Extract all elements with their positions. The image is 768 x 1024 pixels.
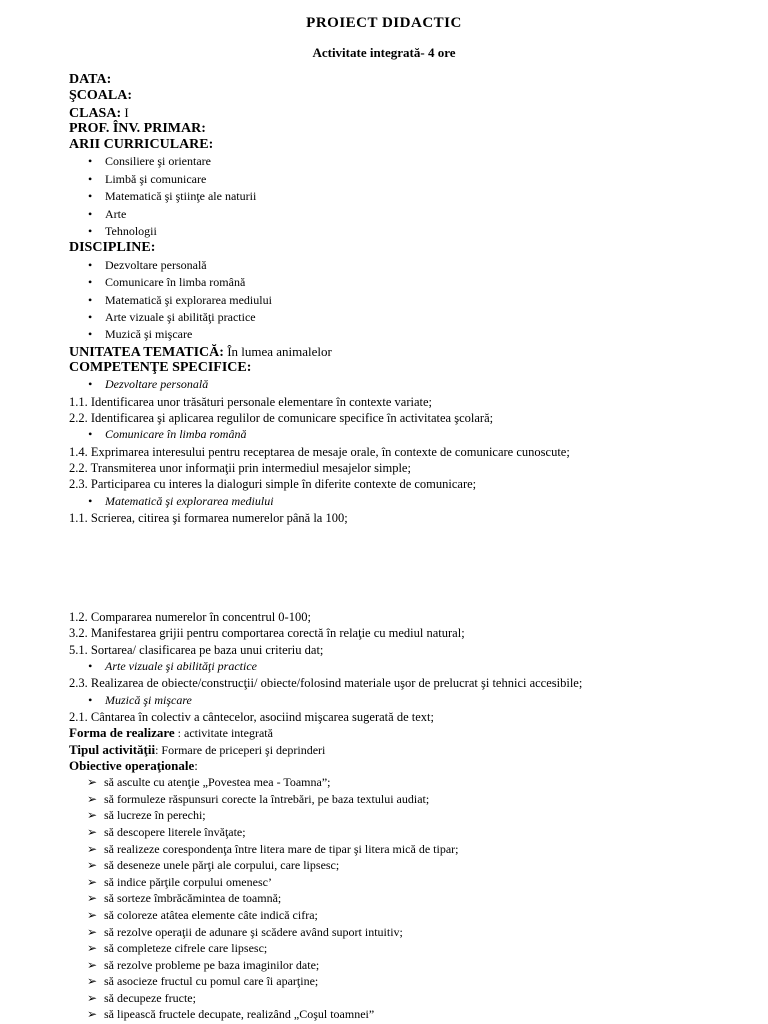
arrow-icon: ➢ (87, 775, 98, 790)
arrow-icon: ➢ (87, 824, 98, 839)
list-item: • Tehnologii (69, 223, 729, 240)
list-item: • Dezvoltare personală (69, 257, 729, 274)
obiective-list (69, 774, 729, 1023)
list-item: ➢ să formuleze răspunsuri corecte la întrebări, pe baza textului audiat; (87, 791, 430, 806)
list-item: • Comunicare în limba română (69, 274, 729, 291)
arrow-icon: ➢ (87, 891, 98, 906)
discipline-list (69, 257, 729, 344)
forma-label: Forma de realizare (69, 725, 175, 741)
tipul-label: Tipul activităţii (69, 741, 156, 757)
arrow-icon: ➢ (87, 841, 98, 856)
list-item: ➢ să asocieze fructul cu pomul care îi aparţine; (87, 974, 319, 989)
field-prof: PROF. ÎNV. PRIMAR: (69, 120, 206, 136)
list-item: • Matematică şi explorarea mediului (69, 292, 729, 309)
list-item: ➢ să coloreze atâtea elemente câte indică cifra; (87, 907, 318, 922)
list-item: ➢ să realizeze corespondenţa între litera mare de tipar şi litera mică de tipar; (87, 841, 459, 856)
unitate-value: În lumea animalelor (223, 343, 332, 359)
field-clasa (69, 105, 729, 121)
list-item: • Limbă şi comunicare (69, 171, 729, 188)
arrow-icon: ➢ (87, 907, 98, 922)
tipul-value: : Formare de priceperi şi deprinderi (155, 742, 326, 757)
list-item: ➢ să indice părţile corpului omenesc’ (87, 874, 272, 889)
competenta-item: 5.1. Sortarea/ clasificarea pe baza unui criteriu dat; (69, 642, 324, 657)
list-item: • Arte (69, 206, 729, 223)
list-item: ➢ să sorteze îmbrăcămintea de toamnă; (87, 891, 282, 906)
forma-value: : activitate integrată (174, 726, 273, 741)
field-scoala: ŞCOALA: (69, 88, 133, 104)
list-item: ➢ să descopere literele învăţate; (87, 824, 246, 839)
list-item: ➢ să lucreze în perechi; (87, 808, 206, 823)
arrow-icon: ➢ (87, 858, 98, 873)
competenta-disciplina: • Comunicare în limba română (69, 426, 729, 443)
competenta-item: 2.3. Realizarea de obiecte/construcţii/ obiecte/folosind materiale uşor de prelucrat şi tehnici accesibile; (69, 676, 583, 691)
list-item: ➢ să asculte cu atenţie „Povestea mea - Toamna”; (87, 775, 331, 790)
arrow-icon: ➢ (87, 791, 98, 806)
list-item: • Matematică şi ştiinţe ale naturii (69, 188, 729, 205)
arrow-icon: ➢ (87, 990, 98, 1005)
list-item: ➢ să completeze cifrele care lipsesc; (87, 941, 268, 956)
document-title: PROIECT DIDACTIC (306, 15, 462, 31)
arrow-icon: ➢ (87, 808, 98, 823)
obiective-colon: : (194, 757, 198, 773)
competenta-disciplina: • Dezvoltare personală (69, 376, 729, 393)
competenta-item: 1.4. Exprimarea interesului pentru receptarea de mesaje orale, în contexte de comunicare cunoscute; (69, 444, 570, 459)
arii-heading: ARII CURRICULARE: (69, 137, 214, 153)
list-item: ➢ să lipească fructele decupate, realizând „Coşul toamnei” (87, 1007, 375, 1022)
competenta-item: 2.2. Identificarea şi aplicarea regulilor de comunicare specifice în activitatea şcolară; (69, 410, 494, 425)
arrow-icon: ➢ (87, 924, 98, 939)
competenta-disciplina: • Arte vizuale şi abilităţi practice (69, 658, 729, 675)
list-item: ➢ să decupeze fructe; (87, 990, 196, 1005)
competenta-disciplina: • Muzică şi mişcare (69, 692, 729, 709)
competenta-item: 3.2. Manifestarea grijii pentru comportarea corectă în relaţie cu mediul natural; (69, 626, 465, 641)
list-item: • Arte vizuale şi abilităţi practice (69, 309, 729, 326)
obiective-label: Obiective operaţionale (69, 757, 195, 773)
list-item: ➢ să rezolve probleme pe baza imaginilor date; (87, 957, 320, 972)
competenta-item: 1.2. Compararea numerelor în concentrul 0-100; (69, 610, 311, 624)
field-clasa-value: I (121, 104, 129, 120)
arrow-icon: ➢ (87, 874, 98, 889)
tipul-activitatii (69, 742, 729, 758)
competente-heading: COMPETENŢE SPECIFICE: (69, 359, 252, 375)
arrow-icon: ➢ (87, 941, 98, 956)
list-item: • Consiliere şi orientare (69, 153, 729, 170)
field-data: DATA: (69, 72, 112, 87)
header-section (69, 72, 729, 526)
forma-realizare (69, 725, 729, 741)
arrow-icon: ➢ (87, 1007, 98, 1022)
competenta-item: 2.2. Transmiterea unor informaţii prin intermediul mesajelor simple; (69, 460, 411, 475)
unitate-tematica (69, 344, 729, 360)
document-subtitle: Activitate integrată- 4 ore (312, 45, 456, 60)
competenta-item: 2.1. Cântarea în colectiv a cântecelor, asociind mişcarea sugerată de text; (69, 709, 434, 724)
second-section (69, 609, 729, 1023)
competenta-item: 2.3. Participarea cu interes la dialoguri simple în diferite contexte de comunicare; (69, 477, 477, 492)
competenta-item: 1.1. Scrierea, citirea şi formarea numerelor până la 100; (69, 510, 348, 525)
unitate-label: UNITATEA TEMATICĂ: (69, 344, 224, 360)
discipline-heading: DISCIPLINE: (69, 240, 156, 256)
list-item: ➢ să rezolve operaţii de adunare şi scădere având suport intuitiv; (87, 924, 403, 939)
arii-list (69, 153, 729, 240)
obiective-heading (69, 758, 729, 774)
field-clasa-label: CLASA: (69, 105, 122, 121)
competenta-disciplina: • Matematică şi explorarea mediului (69, 493, 729, 510)
list-item: • Muzică şi mişcare (69, 326, 729, 343)
list-item: ➢ să deseneze unele părţi ale corpului, care lipsesc; (87, 858, 340, 873)
competenta-item: 1.1. Identificarea unor trăsături personale elementare în contexte variate; (69, 394, 433, 409)
arrow-icon: ➢ (87, 974, 98, 989)
arrow-icon: ➢ (87, 957, 98, 972)
